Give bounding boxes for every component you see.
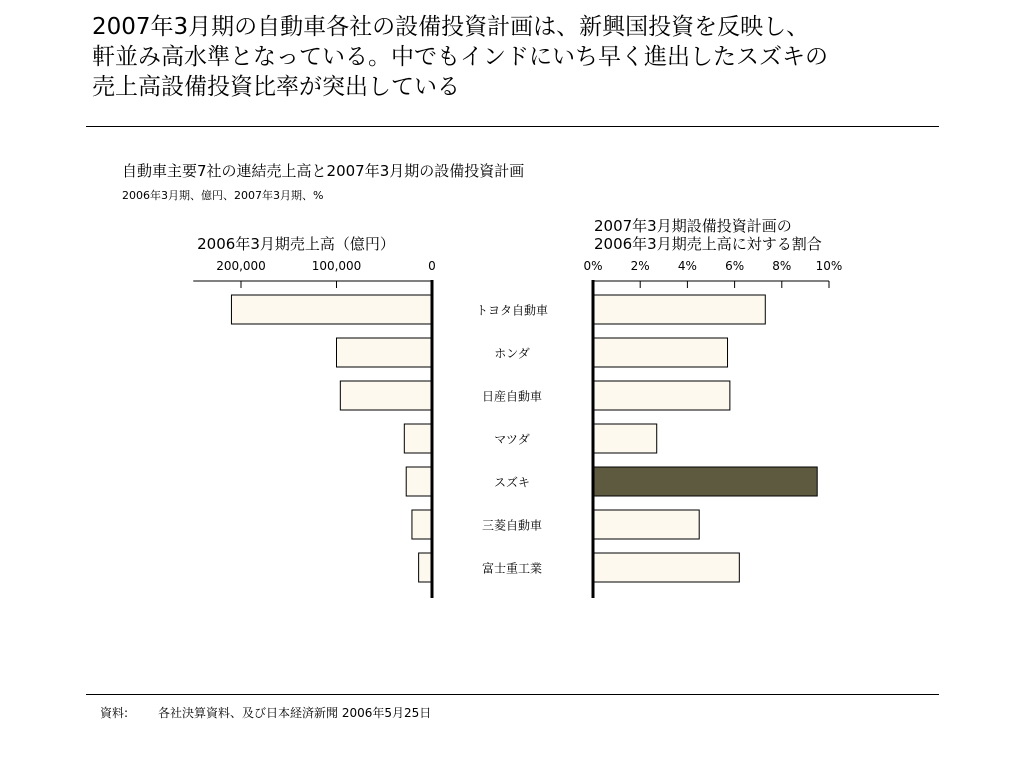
right-bar: [593, 424, 657, 453]
category-label: スズキ: [493, 475, 531, 490]
right-x-tick-label: 2%: [630, 259, 650, 273]
right-x-tick-label: 8%: [772, 259, 792, 273]
category-label: ホンダ: [494, 346, 530, 361]
right-x-tick-label: 10%: [815, 259, 843, 273]
right-bar: [593, 510, 699, 539]
category-label: 日産自動車: [481, 389, 543, 404]
left-x-tick-label: 200,000: [216, 259, 266, 273]
right-bar-highlight: [593, 467, 817, 496]
source-label: 資料:: [100, 706, 129, 720]
right-x-tick-label: 4%: [677, 259, 697, 273]
right-bar: [593, 381, 730, 410]
left-bar: [340, 381, 432, 410]
category-label: マツダ: [494, 432, 530, 447]
chart-title: 自動車主要7社の連結売上高と2007年3月期の設備投資計画: [122, 162, 525, 180]
left-x-tick-label: 0: [428, 259, 436, 273]
left-bar: [337, 338, 433, 367]
left-bar: [412, 510, 432, 539]
left-x-tick-label: 100,000: [311, 259, 362, 273]
right-x-tick-label: 6%: [725, 259, 745, 273]
right-panel-title-line-2: 2006年3月期売上高に対する割合: [594, 235, 822, 253]
right-x-tick-label: 0%: [583, 259, 603, 273]
source-note: [100, 704, 431, 721]
right-bar: [593, 553, 739, 582]
left-bar: [406, 467, 432, 496]
left-bar: [404, 424, 432, 453]
right-bar: [593, 295, 765, 324]
bottom-divider: [86, 694, 939, 695]
source-text: 各社決算資料、及び日本経済新聞 2006年5月25日: [158, 706, 432, 720]
category-label: トヨタ自動車: [475, 303, 549, 318]
left-bar: [231, 295, 432, 324]
category-label: 富士重工業: [481, 561, 543, 576]
category-label: 三菱自動車: [481, 518, 543, 533]
headline-line-1: 2007年3月期の自動車各社の設備投資計画は、新興国投資を反映し、: [92, 14, 810, 40]
chart-subtitle: 2006年3月期、億円、2007年3月期、%: [122, 189, 324, 202]
headline-line-2: 軒並み高水準となっている。中でもインドにいち早く進出したスズキの: [92, 44, 828, 70]
right-bar: [593, 338, 728, 367]
right-panel-title-line-1: 2007年3月期設備投資計画の: [594, 217, 792, 235]
headline-line-3: 売上高設備投資比率が突出している: [92, 74, 460, 100]
left-panel-title: 2006年3月期売上高（億円）: [197, 235, 395, 253]
left-bar: [419, 553, 432, 582]
